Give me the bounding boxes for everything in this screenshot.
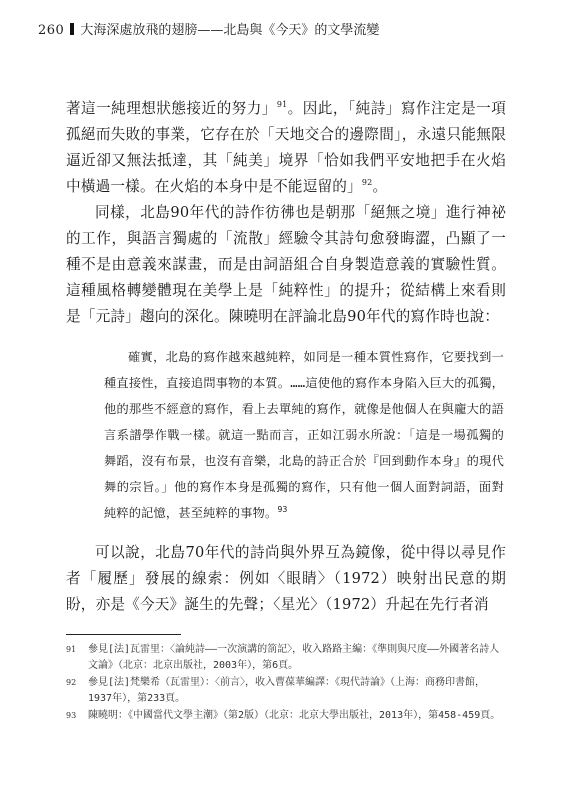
block-quote-text	[104, 344, 504, 526]
running-title: 大海深處放飛的翅膀——北島與《今天》的文學流變	[80, 23, 380, 38]
header-divider	[70, 23, 74, 35]
footnote-number: 91	[66, 645, 77, 654]
footnote-ref-93[interactable]: 93	[277, 504, 288, 514]
running-header	[38, 22, 538, 40]
footnote-rule	[66, 634, 181, 635]
footnote-ref-92[interactable]: 92	[361, 178, 373, 188]
footnote-number: 92	[66, 678, 77, 687]
footnote-text: 參見[法]梵樂希（瓦雷里）：〈前言〉，收入曹葆華編譯：《現代詩論》（上海：商務印書館，1937年），第233頁。	[88, 677, 486, 704]
paragraph-1-end: 。	[372, 178, 388, 195]
paragraph-3: 可以說，北島70年代的詩尚與外界互為鏡像，從中得以尋見作者「履歷」發展的線索：例如〈眼睛〉（1972）映射出民意的期盼，亦是《今天》誕生的先聲；〈星光〉（1972）升起在先行者消	[66, 544, 506, 613]
paragraph-1	[66, 96, 506, 200]
paragraph-1-text: 著這一純理想狀態接近的努力」	[66, 100, 277, 117]
footnote-ref-91[interactable]: 91	[276, 100, 288, 110]
paragraph-2: 同樣，北島90年代的詩作彷彿也是朝那「絕無之境」進行神祕的工作，與語言獨處的「流散」經驗令其詩句愈發晦澀，凸顯了一種不是由意義來謀畫，而是由詞語組合自身製造意義的實驗性質。這種風格轉變體現在美學上是「純粹性」的提升；從結構上來看則是「元詩」趨向的深化。陳曉明在評論北島90年代的寫作時也說：	[66, 204, 506, 325]
quote-text: 確實，北島的寫作越來越純粹，如同是一種本質性寫作，它要找到一種直接性，直接追問事物的本質。……這使他的寫作本身陷入巨大的孤獨，他的那些不經意的寫作，看上去單純的寫作，就像是他個人在與龐大的語言系譜學作戰一樣。就這一點而言，正如江弱水所說：「這是一場孤獨的舞蹈，沒有布景，也沒有音樂，北島的詩正合於『回到動作本身』的現代舞的宗旨。」他的寫作本身是孤獨的寫作，只有他一個人面對詞語，面對純粹的記憶，甚至純粹的事物。	[104, 350, 504, 520]
footnote-text: 參見[法]瓦雷里：〈論純詩——一次演講的箚記〉，收入路路主編：《準則與尺度——外國著名詩人文論》（北京：北京出版社，2003年），第6頁。	[88, 644, 500, 671]
page-number: 260	[38, 23, 65, 38]
block-quote	[104, 344, 504, 526]
footnote-91	[66, 642, 506, 673]
footnote-92	[66, 675, 506, 706]
main-text	[66, 96, 506, 618]
footnote-text: 陳曉明：《中國當代文學主潮》（第2版）（北京：北京大學出版社，2013年），第458-459頁。	[88, 710, 501, 721]
footnotes	[66, 642, 506, 726]
footnote-number: 93	[66, 711, 77, 720]
paragraph-1-tail: 。因此，「純詩」寫作注定是一項孤絕而失敗的事業，它存在於「天地交合的邊際間」，永遠只能無限逼近卻又無法抵達，其「純美」境界「恰如我們平安地把手在火焰中橫過一樣。在火焰的本身中是不能逗留的」	[66, 100, 506, 195]
footnote-93	[66, 708, 506, 724]
